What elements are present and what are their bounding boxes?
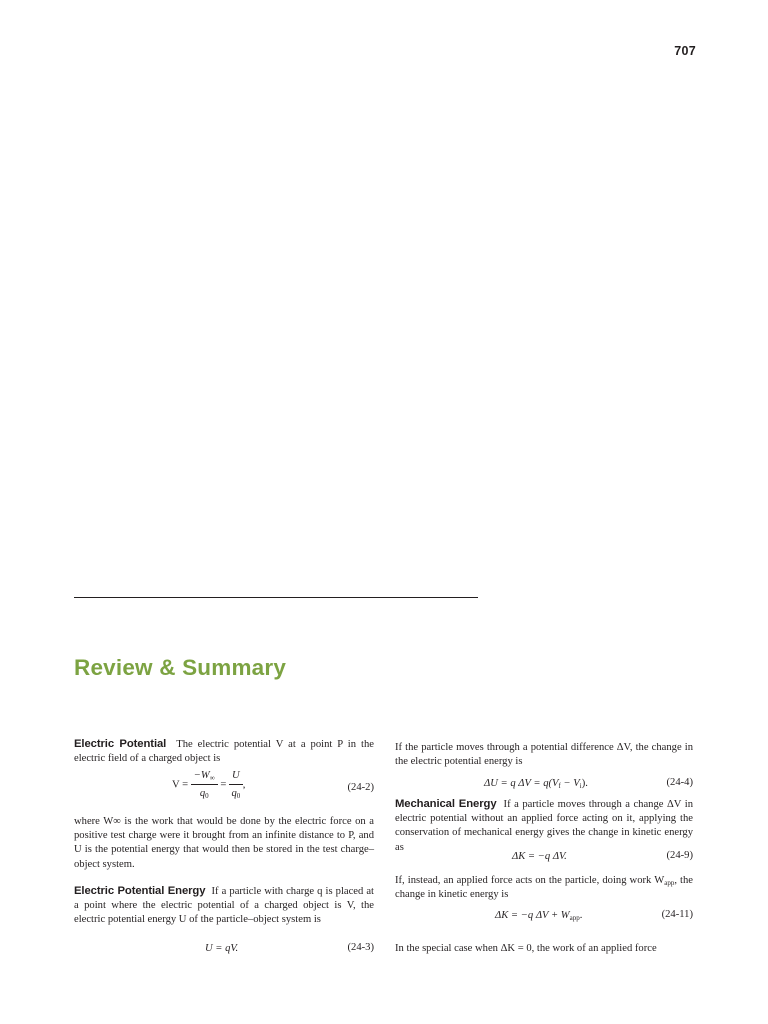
equation-24-9-number: (24-9) xyxy=(666,850,693,861)
eq-24-2-f1-den-sub: 0 xyxy=(205,792,209,800)
eq-24-2-f1-numerator: −W xyxy=(193,770,210,781)
applied-force-text-1: If, instead, an applied force acts on the particle, doing work W xyxy=(395,875,665,886)
eq-24-2-f1-num-sub: ∞ xyxy=(209,774,215,782)
eq-24-2-comma: , xyxy=(242,779,246,791)
eq-24-2-fraction-1 xyxy=(191,769,218,801)
eq-24-2-fraction-2 xyxy=(229,769,243,801)
equation-24-2 xyxy=(172,769,245,801)
eq-24-2-f2-denominator: q xyxy=(231,788,237,799)
eq-24-3-text: U = qV. xyxy=(205,943,239,954)
eq-24-4-mid: − V xyxy=(560,778,580,789)
eq-24-11-text: ΔK = −q ΔV + W xyxy=(495,910,570,921)
applied-force-text-2: , the change in kinetic energy is xyxy=(395,875,693,901)
applied-force-sub: app xyxy=(664,879,675,887)
eq-24-2-f2-den-sub: 0 xyxy=(236,792,241,800)
where-paragraph: where W∞ is the work that would be done by the electric force on a positive test charge were it brought from an infinite distance to P, and U is the potential energy that would then be stored in the test charge–object system. xyxy=(74,816,374,870)
eq-24-9-text: ΔK = −q ΔV. xyxy=(512,851,567,862)
mechanical-energy-heading: Mechanical Energy xyxy=(395,798,497,810)
equation-24-9 xyxy=(512,850,567,864)
eq-24-2-f2-numerator: U xyxy=(232,770,240,781)
electric-potential-heading: Electric Potential xyxy=(74,738,167,750)
special-case-paragraph: In the special case when ΔK = 0, the work of an applied force xyxy=(395,943,657,954)
equation-24-3 xyxy=(205,942,238,956)
equation-24-4 xyxy=(484,777,588,791)
equation-24-2-number: (24-2) xyxy=(347,782,374,793)
section-divider xyxy=(74,597,478,598)
mechanical-energy-paragraph xyxy=(395,797,693,855)
eq-24-11-end: . xyxy=(579,910,583,921)
potential-difference-paragraph: If the particle moves through a potential difference ΔV, the change in the electric potential energy is xyxy=(395,742,693,768)
electric-potential-energy-paragraph xyxy=(74,884,374,928)
eq-24-4-sub-i: i xyxy=(579,782,582,790)
equation-24-4-number: (24-4) xyxy=(666,777,693,788)
page-number: 707 xyxy=(674,44,696,58)
eq-24-4-sub-f: f xyxy=(558,782,561,790)
eq-24-2-f1-denominator: q xyxy=(199,788,206,799)
electric-potential-text: The electric potential V at a point P in the electric field of a charged object is xyxy=(74,739,374,765)
electric-potential-energy-heading: Electric Potential Energy xyxy=(74,885,206,897)
eq-24-2-equals: = xyxy=(220,779,227,791)
electric-potential-paragraph xyxy=(74,737,374,766)
eq-24-4-end: ). xyxy=(581,778,588,789)
electric-potential-energy-text: If a particle with charge q is placed at a point where the electric potential of a charged object is V, the electric potential energy U of the particle–object system is xyxy=(74,886,374,926)
eq-24-4-text: ΔU = q ΔV = q(V xyxy=(484,778,559,789)
applied-force-paragraph xyxy=(395,874,693,902)
eq-24-11-sub: app xyxy=(569,914,580,922)
equation-24-11 xyxy=(495,909,582,923)
equation-24-3-number: (24-3) xyxy=(347,942,374,953)
equation-24-11-number: (24-11) xyxy=(661,909,693,920)
mechanical-energy-text: If a particle moves through a change ΔV in electric potential without an applied force acting on it, applying the conservation of mechanical energy gives the change in kinetic energy as xyxy=(395,799,694,853)
section-title: Review & Summary xyxy=(74,655,287,680)
eq-24-2-lhs: V = xyxy=(172,779,189,791)
